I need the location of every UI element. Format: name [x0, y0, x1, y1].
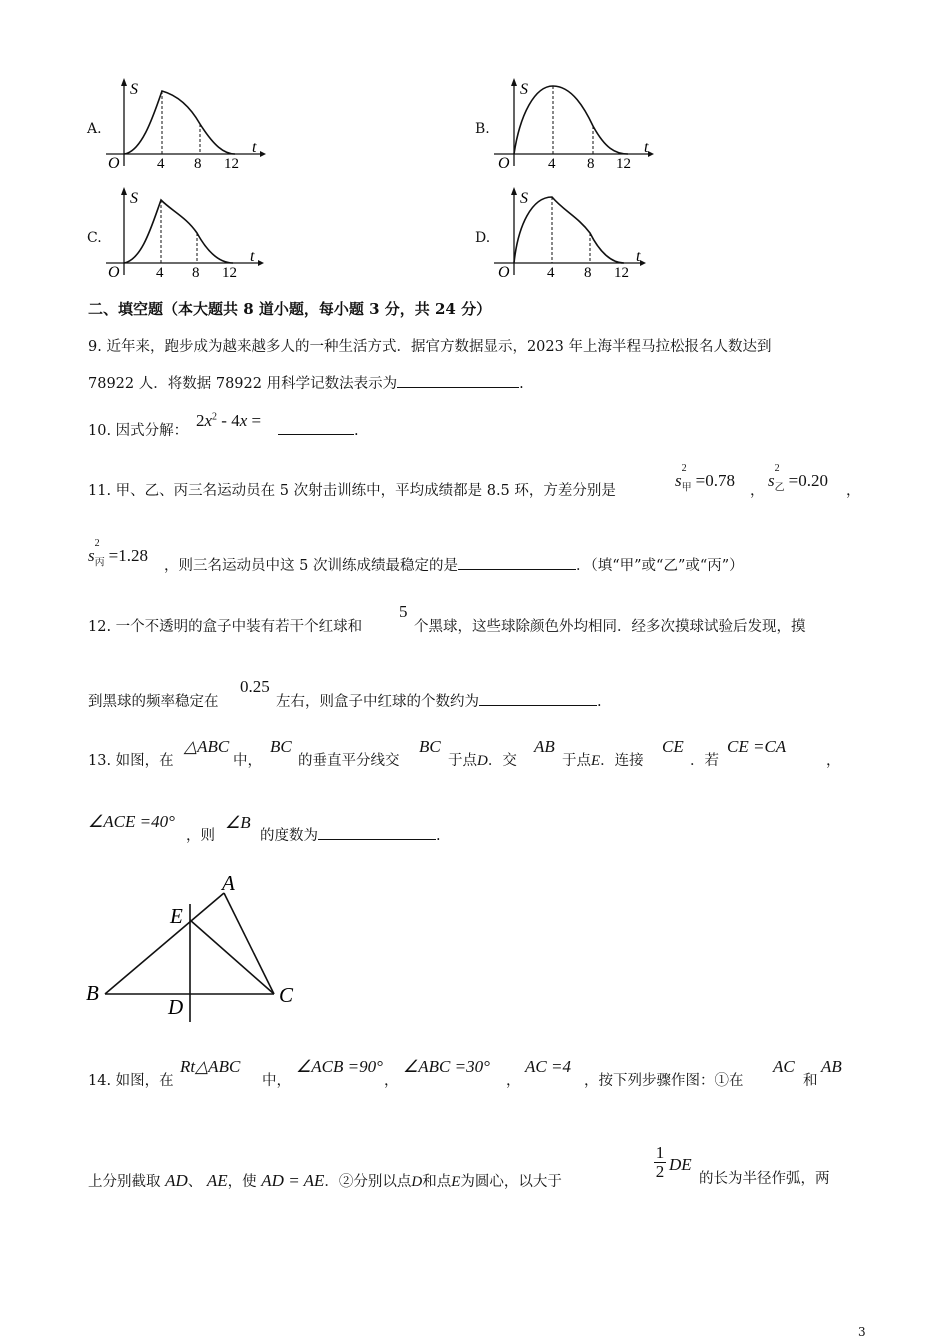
- tick-label: 4: [156, 265, 164, 281]
- axis-y-label: S: [520, 190, 528, 207]
- answer-blank[interactable]: [318, 838, 436, 840]
- q13-angle-b: ∠B: [225, 813, 251, 832]
- q13-ab: AB: [534, 737, 555, 756]
- comma: ，: [750, 483, 765, 499]
- answer-blank[interactable]: [479, 704, 597, 706]
- tick-label: 12: [614, 265, 629, 281]
- axis-y-label: S: [130, 81, 138, 98]
- q13-triangle: △ABC: [184, 737, 230, 756]
- origin-label: O: [108, 155, 120, 172]
- answer-blank[interactable]: [458, 568, 576, 570]
- comma: ，: [506, 1073, 521, 1089]
- q14-text: 中，: [262, 1073, 291, 1089]
- origin-label: O: [108, 264, 120, 281]
- q9-line1: 9. 近年来，跑步成为越来越多人的一种生活方式．据官方数据显示，2023 年上海半程马拉松报名人数达到: [88, 339, 772, 355]
- q14-angle-acb: ∠ACB =90°: [296, 1057, 383, 1076]
- q12-line1b: 个黑球，这些球除颜色外均相同．经多次摸球试验后发现，摸: [414, 619, 806, 635]
- tick-label: 12: [222, 265, 237, 281]
- q14-text: 14. 如图，在: [88, 1073, 174, 1089]
- tick-label: 4: [547, 265, 555, 281]
- q9-end: .: [519, 376, 524, 392]
- option-b-graph: [490, 74, 660, 174]
- option-d-label: D.: [475, 230, 491, 246]
- option-c-label: C.: [87, 230, 102, 246]
- answer-blank[interactable]: [278, 433, 354, 435]
- q13-text: ，则: [186, 828, 215, 844]
- axis-y-label: S: [520, 81, 528, 98]
- axis-x-label: t: [250, 248, 255, 265]
- q14-line2: 上分别截取 AD、 AE，使 AD = AE．②分别以点D和点E为圆心，以大于: [88, 1171, 562, 1190]
- q14-angle-abc: ∠ABC =30°: [403, 1057, 490, 1076]
- q13-text: 的度数为 .: [260, 828, 441, 844]
- tick-label: 12: [224, 156, 239, 172]
- tick-label: 8: [194, 156, 202, 172]
- q10-expression: $2x^2 - 4x$ =: [196, 411, 262, 430]
- page-number: 3: [858, 1325, 866, 1339]
- q11-variance-bing: s 2 $_丙$ =1.28: [88, 538, 148, 569]
- q14-de: DE: [669, 1155, 692, 1174]
- point-e: E: [170, 904, 183, 928]
- q14-ac: AC: [773, 1057, 795, 1076]
- q14-ab: AB: [821, 1057, 842, 1076]
- option-d-graph: [490, 183, 660, 283]
- q13-bc: BC: [419, 737, 441, 756]
- q13-text: 中，: [233, 753, 262, 769]
- comma: ，: [826, 753, 841, 769]
- q14-text: 的长为半径作弧，两: [699, 1171, 830, 1187]
- q9-text: 78922 人．将数据 78922 用科学记数法表示为: [88, 376, 398, 392]
- q14-fraction: 1 2: [655, 1143, 665, 1181]
- option-b-label: B.: [475, 121, 490, 137]
- q11-variance-yi: s 2 $_乙$ =0.20: [768, 463, 828, 494]
- q13-text: 于点E．连接: [562, 753, 644, 769]
- axis-x-label: t: [636, 248, 641, 265]
- comma: ，: [846, 483, 861, 499]
- axis-x-label: t: [252, 139, 257, 156]
- q13-bc: BC: [270, 737, 292, 756]
- point-d: D: [168, 995, 184, 1019]
- q12-frequency: 0.25: [240, 677, 270, 696]
- q12-line2a: 到黑球的频率稳定在: [88, 694, 219, 710]
- point-b: B: [86, 981, 99, 1005]
- q13-text: 的垂直平分线交: [298, 753, 400, 769]
- origin-label: O: [498, 264, 510, 281]
- q11-prefix: 11. 甲、乙、丙三名运动员在 5 次射击训练中，平均成绩都是 8.5 环，方差分别是: [88, 483, 616, 499]
- q13-text: 13. 如图，在: [88, 753, 174, 769]
- q9-line2: [88, 377, 524, 392]
- tick-label: 12: [616, 156, 631, 172]
- q12-five: 5: [399, 602, 408, 621]
- option-a-graph: [100, 74, 270, 174]
- tick-label: 8: [192, 265, 200, 281]
- q11-variance-jia: s 2 $_甲$ =0.78: [675, 463, 735, 494]
- q13-text: ．若: [690, 753, 719, 769]
- point-c: C: [279, 983, 294, 1007]
- tick-label: 8: [584, 265, 592, 281]
- tick-label: 8: [587, 156, 595, 172]
- q11-line2: ，则三名运动员中这 5 次训练成绩最稳定的是 ．（填“甲”或“乙”或“丙”）: [164, 558, 744, 574]
- section-heading: 二、填空题（本大题共 8 道小题，每小题 3 分，共 24 分）: [88, 300, 492, 318]
- q14-text: 和: [803, 1073, 818, 1089]
- answer-blank[interactable]: [397, 386, 519, 388]
- point-a: A: [222, 871, 235, 895]
- q13-text: 于点D．交: [448, 753, 517, 769]
- option-c-graph: [100, 183, 270, 283]
- q10-prefix: 10. 因式分解：: [88, 423, 189, 439]
- q13-angle-ace: ∠ACE =40°: [88, 812, 175, 831]
- q10-answer: .: [278, 424, 359, 439]
- q13-ce: CE: [662, 737, 684, 756]
- tick-label: 4: [548, 156, 556, 172]
- q12-line1a: 12. 一个不透明的盒子中装有若干个红球和: [88, 619, 363, 635]
- q14-rt-triangle: Rt△ABC: [180, 1057, 241, 1076]
- q13-ce-eq-ca: CE =CA: [727, 737, 787, 756]
- figure-13-triangle: [80, 868, 320, 1028]
- tick-label: 4: [157, 156, 165, 172]
- origin-label: O: [498, 155, 510, 172]
- axis-x-label: t: [644, 139, 649, 156]
- q14-text: ，按下列步骤作图：①在: [584, 1073, 744, 1089]
- q14-ac-eq-4: AC =4: [525, 1057, 571, 1076]
- q12-line2b: 左右，则盒子中红球的个数约为 .: [276, 694, 602, 710]
- comma: ，: [384, 1073, 399, 1089]
- axis-y-label: S: [130, 190, 138, 207]
- option-a-label: A.: [87, 121, 102, 137]
